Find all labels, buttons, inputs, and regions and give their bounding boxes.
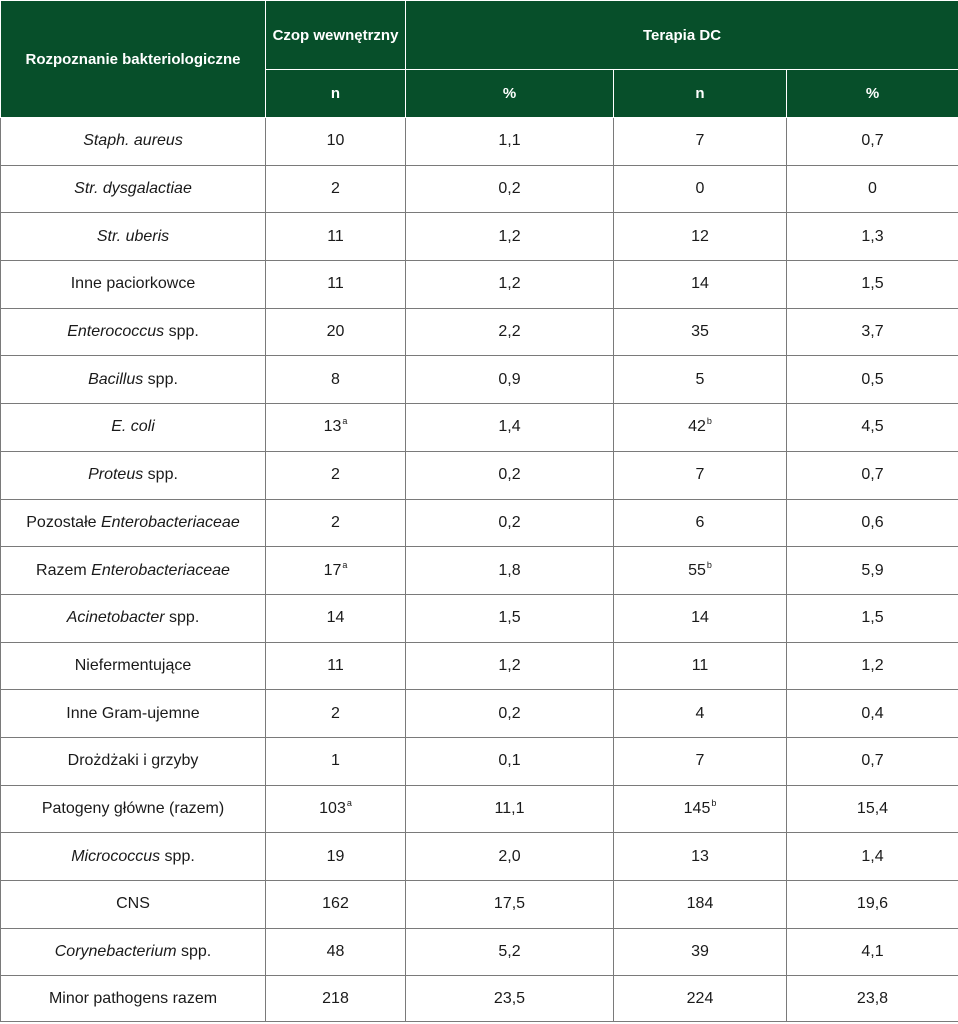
cell-percent-dc-therapy-value: 1,4 (861, 847, 884, 865)
cell-percent-dc-therapy-value: 15,4 (856, 799, 889, 817)
cell-n-internal-plug-value: 10 (326, 132, 345, 150)
table-row (1, 118, 958, 166)
table-row (1, 404, 958, 452)
header-group-internal-plug: Czop wewnętrzny (266, 1, 406, 70)
diagnosis-text: spp. (143, 466, 178, 484)
cell-percent-dc-therapy (787, 976, 958, 1022)
diagnosis-text: Acinetobacter (66, 609, 165, 627)
cell-n-dc-therapy-value: 7 (695, 132, 705, 150)
cell-n-dc-therapy (614, 881, 787, 929)
cell-percent-dc-therapy-value: 1,2 (861, 656, 884, 674)
cell-percent-dc-therapy-value: 0,6 (861, 513, 884, 531)
table-row (1, 213, 958, 261)
cell-n-internal-plug (266, 928, 406, 976)
table-row (1, 690, 958, 738)
cell-n-internal-plug (266, 165, 406, 213)
cell-percent-dc-therapy (787, 737, 958, 785)
cell-percent-internal-plug (406, 928, 614, 976)
cell-percent-internal-plug (406, 737, 614, 785)
cell-percent-dc-therapy (787, 594, 958, 642)
cell-n-dc-therapy-value: 11 (691, 656, 709, 674)
table-row (1, 881, 958, 929)
cell-percent-dc-therapy-value: 1,3 (861, 227, 884, 245)
cell-diagnosis (1, 737, 266, 785)
cell-n-internal-plug-value: 2 (331, 180, 340, 198)
cell-percent-dc-therapy-value: 1,5 (861, 275, 884, 293)
diagnosis-text: E. coli (111, 418, 155, 436)
diagnosis-text: Staph. aureus (83, 132, 183, 150)
cell-percent-dc-therapy-value: 0,7 (861, 752, 884, 770)
significance-marker: b (706, 416, 712, 427)
cell-percent-internal-plug (406, 213, 614, 261)
cell-percent-internal-plug-value: 0,2 (498, 180, 521, 198)
cell-diagnosis (1, 499, 266, 547)
cell-n-dc-therapy (614, 594, 787, 642)
cell-n-dc-therapy-value: 35 (691, 323, 709, 341)
cell-n-dc-therapy (614, 833, 787, 881)
cell-n-internal-plug (266, 356, 406, 404)
cell-percent-dc-therapy (787, 261, 958, 309)
cell-percent-dc-therapy (787, 642, 958, 690)
cell-percent-internal-plug-value: 17,5 (493, 895, 526, 913)
cell-n-internal-plug (266, 308, 406, 356)
cell-percent-dc-therapy (787, 881, 958, 929)
cell-diagnosis (1, 785, 266, 833)
cell-diagnosis (1, 404, 266, 452)
cell-n-dc-therapy (614, 118, 787, 166)
cell-n-dc-therapy-value: 4 (695, 704, 705, 722)
cell-percent-dc-therapy (787, 499, 958, 547)
cell-n-dc-therapy (614, 261, 787, 309)
cell-n-internal-plug (266, 690, 406, 738)
cell-percent-dc-therapy-value: 4,1 (861, 943, 884, 961)
cell-n-internal-plug (266, 451, 406, 499)
cell-percent-dc-therapy-value: 1,5 (861, 609, 884, 627)
cell-n-dc-therapy-value: 7 (695, 752, 705, 770)
cell-percent-dc-therapy (787, 165, 958, 213)
cell-n-dc-therapy (614, 165, 787, 213)
cell-percent-internal-plug (406, 404, 614, 452)
cell-n-internal-plug-value: 13 (323, 418, 342, 436)
header-n-internal-plug: n (266, 70, 406, 118)
diagnosis-text: Str. uberis (96, 227, 170, 245)
cell-n-internal-plug (266, 881, 406, 929)
cell-percent-internal-plug (406, 547, 614, 595)
cell-percent-internal-plug (406, 308, 614, 356)
cell-n-internal-plug (266, 785, 406, 833)
cell-n-dc-therapy (614, 976, 787, 1022)
cell-n-internal-plug-value: 11 (327, 227, 344, 245)
cell-percent-dc-therapy-value: 3,7 (861, 323, 884, 341)
cell-percent-internal-plug-value: 1,2 (498, 275, 521, 293)
diagnosis-text: Drożdżaki i grzyby (67, 752, 199, 770)
cell-percent-dc-therapy (787, 451, 958, 499)
table-row (1, 308, 958, 356)
cell-n-internal-plug-value: 2 (331, 513, 340, 531)
significance-marker: a (346, 797, 352, 808)
cell-n-internal-plug-value: 14 (326, 609, 345, 627)
cell-percent-internal-plug (406, 785, 614, 833)
cell-percent-internal-plug (406, 881, 614, 929)
cell-n-internal-plug (266, 404, 406, 452)
cell-percent-internal-plug (406, 261, 614, 309)
cell-percent-dc-therapy-value: 0,4 (861, 704, 884, 722)
header-diagnosis: Rozpoznanie bakteriologiczne (1, 1, 266, 118)
cell-percent-dc-therapy-value: 0,7 (861, 466, 884, 484)
cell-n-internal-plug (266, 976, 406, 1022)
cell-n-dc-therapy-value: 0 (695, 180, 705, 198)
cell-percent-internal-plug (406, 690, 614, 738)
cell-percent-internal-plug-value: 5,2 (498, 943, 521, 961)
cell-percent-dc-therapy (787, 785, 958, 833)
cell-diagnosis (1, 118, 266, 166)
cell-n-dc-therapy-value: 224 (686, 989, 714, 1007)
cell-percent-internal-plug-value: 0,2 (498, 466, 521, 484)
cell-n-dc-therapy-value: 145 (683, 799, 711, 817)
cell-percent-internal-plug (406, 642, 614, 690)
significance-marker: a (342, 559, 348, 570)
cell-percent-internal-plug (406, 833, 614, 881)
table-row (1, 833, 958, 881)
diagnosis-text: spp. (143, 370, 178, 388)
cell-percent-internal-plug-value: 1,2 (498, 227, 521, 245)
cell-percent-dc-therapy (787, 833, 958, 881)
cell-diagnosis (1, 356, 266, 404)
cell-n-dc-therapy-value: 14 (691, 275, 709, 293)
table-row (1, 165, 958, 213)
cell-percent-internal-plug-value: 0,2 (498, 513, 521, 531)
cell-n-internal-plug-value: 2 (331, 704, 340, 722)
diagnosis-text: Inne Gram-ujemne (66, 704, 200, 722)
cell-n-internal-plug-value: 8 (331, 370, 340, 388)
table-row (1, 976, 958, 1022)
cell-n-internal-plug-value: 11 (327, 275, 344, 293)
diagnosis-text: Enterococcus (67, 323, 165, 341)
cell-diagnosis (1, 165, 266, 213)
cell-n-internal-plug-value: 17 (323, 561, 342, 579)
cell-n-dc-therapy-value: 39 (691, 943, 709, 961)
diagnosis-text: Str. dysgalactiae (74, 180, 192, 198)
cell-percent-internal-plug-value: 23,5 (493, 989, 526, 1007)
cell-percent-internal-plug (406, 499, 614, 547)
cell-n-dc-therapy (614, 737, 787, 785)
cell-percent-internal-plug-value: 1,1 (498, 132, 521, 150)
cell-percent-dc-therapy (787, 356, 958, 404)
cell-n-dc-therapy (614, 404, 787, 452)
header-percent-internal-plug: % (406, 70, 614, 118)
header-group-dc-therapy: Terapia DC (406, 1, 958, 70)
cell-percent-dc-therapy (787, 690, 958, 738)
cell-diagnosis (1, 881, 266, 929)
cell-n-internal-plug (266, 594, 406, 642)
cell-percent-internal-plug-value: 2,2 (498, 323, 521, 341)
cell-diagnosis (1, 547, 266, 595)
cell-n-dc-therapy-value: 42 (688, 418, 706, 436)
diagnosis-text: Proteus (88, 466, 144, 484)
diagnosis-text: Patogeny główne (razem) (41, 799, 225, 817)
cell-percent-internal-plug-value: 2,0 (498, 847, 521, 865)
cell-percent-internal-plug-value: 0,9 (498, 370, 521, 388)
cell-percent-dc-therapy-value: 0,7 (861, 132, 884, 150)
diagnosis-text: spp. (176, 943, 212, 961)
cell-n-internal-plug-value: 48 (326, 943, 345, 961)
cell-diagnosis (1, 928, 266, 976)
cell-n-internal-plug-value: 162 (322, 895, 349, 913)
cell-diagnosis (1, 261, 266, 309)
cell-n-internal-plug (266, 547, 406, 595)
cell-n-dc-therapy-value: 13 (691, 847, 709, 865)
diagnosis-text: Minor pathogens razem (48, 989, 218, 1007)
header-n-dc-therapy: n (614, 70, 787, 118)
cell-n-dc-therapy (614, 547, 787, 595)
diagnosis-text: spp. (164, 609, 200, 627)
cell-percent-dc-therapy (787, 547, 958, 595)
cell-n-dc-therapy-value: 12 (691, 227, 709, 245)
cell-percent-internal-plug-value: 1,2 (498, 656, 521, 674)
diagnosis-text: CNS (116, 895, 150, 913)
table-row (1, 785, 958, 833)
table-row (1, 451, 958, 499)
cell-n-dc-therapy-value: 14 (691, 609, 709, 627)
diagnosis-text: Enterobacteriaceae (91, 561, 230, 579)
cell-n-dc-therapy-value: 184 (686, 895, 714, 913)
significance-marker: b (706, 559, 712, 570)
cell-diagnosis (1, 451, 266, 499)
cell-percent-internal-plug-value: 0,2 (498, 704, 521, 722)
cell-n-internal-plug (266, 737, 406, 785)
cell-n-internal-plug-value: 218 (322, 989, 349, 1007)
diagnosis-text: Pozostałe (26, 513, 101, 531)
table-row (1, 737, 958, 785)
cell-n-internal-plug-value: 1 (331, 752, 340, 770)
cell-n-internal-plug-value: 11 (327, 656, 344, 674)
cell-percent-internal-plug (406, 594, 614, 642)
cell-diagnosis (1, 642, 266, 690)
table-row (1, 356, 958, 404)
cell-n-dc-therapy (614, 213, 787, 261)
cell-n-internal-plug (266, 642, 406, 690)
cell-percent-dc-therapy-value: 0,5 (861, 370, 884, 388)
table-row (1, 928, 958, 976)
cell-n-internal-plug-value: 103 (319, 799, 346, 817)
cell-percent-internal-plug-value: 0,1 (498, 752, 521, 770)
cell-percent-dc-therapy (787, 308, 958, 356)
cell-percent-internal-plug-value: 1,4 (498, 418, 521, 436)
cell-percent-dc-therapy (787, 928, 958, 976)
table-row (1, 261, 958, 309)
table-row (1, 547, 958, 595)
cell-diagnosis (1, 690, 266, 738)
cell-n-internal-plug (266, 261, 406, 309)
table-row (1, 594, 958, 642)
cell-n-dc-therapy-value: 6 (695, 513, 705, 531)
header-percent-dc-therapy: % (787, 70, 958, 118)
cell-percent-internal-plug (406, 356, 614, 404)
cell-n-internal-plug (266, 213, 406, 261)
table-row (1, 642, 958, 690)
cell-n-internal-plug (266, 833, 406, 881)
cell-percent-dc-therapy-value: 0 (868, 180, 877, 198)
cell-percent-internal-plug-value: 11,1 (494, 799, 525, 817)
cell-n-dc-therapy (614, 356, 787, 404)
cell-n-internal-plug-value: 20 (326, 323, 345, 341)
cell-percent-internal-plug (406, 165, 614, 213)
cell-percent-dc-therapy-value: 5,9 (861, 561, 884, 579)
header-row-groups (1, 1, 958, 70)
cell-percent-internal-plug-value: 1,5 (498, 609, 521, 627)
cell-percent-dc-therapy-value: 23,8 (856, 989, 889, 1007)
cell-n-dc-therapy-value: 55 (688, 561, 706, 579)
cell-percent-internal-plug (406, 118, 614, 166)
cell-diagnosis (1, 976, 266, 1022)
cell-percent-dc-therapy-value: 19,6 (856, 895, 889, 913)
cell-diagnosis (1, 213, 266, 261)
significance-marker: a (342, 416, 348, 427)
cell-n-dc-therapy (614, 642, 787, 690)
diagnosis-text: Bacillus (88, 370, 144, 388)
cell-percent-internal-plug-value: 1,8 (498, 561, 521, 579)
cell-percent-internal-plug (406, 976, 614, 1022)
diagnosis-text: Enterobacteriaceae (100, 513, 240, 531)
diagnosis-text: Micrococcus (71, 847, 161, 865)
diagnosis-text: Inne paciorkowce (70, 275, 196, 293)
significance-marker: b (711, 797, 717, 808)
diagnosis-text: Niefermentujące (74, 656, 192, 674)
cell-n-dc-therapy (614, 451, 787, 499)
cell-percent-dc-therapy (787, 118, 958, 166)
cell-n-dc-therapy (614, 308, 787, 356)
cell-n-internal-plug (266, 118, 406, 166)
cell-percent-dc-therapy (787, 213, 958, 261)
cell-n-dc-therapy-value: 7 (695, 466, 705, 484)
diagnosis-text: Razem (36, 561, 92, 579)
cell-n-dc-therapy (614, 928, 787, 976)
cell-n-internal-plug-value: 2 (331, 466, 340, 484)
cell-n-dc-therapy (614, 785, 787, 833)
cell-diagnosis (1, 308, 266, 356)
diagnosis-text: spp. (164, 323, 199, 341)
cell-diagnosis (1, 833, 266, 881)
diagnosis-text: Corynebacterium (54, 943, 177, 961)
cell-n-dc-therapy-value: 5 (695, 370, 705, 388)
cell-percent-dc-therapy (787, 404, 958, 452)
cell-diagnosis (1, 594, 266, 642)
cell-n-internal-plug-value: 19 (326, 847, 345, 865)
cell-n-internal-plug (266, 499, 406, 547)
cell-n-dc-therapy (614, 690, 787, 738)
table-row (1, 499, 958, 547)
cell-percent-internal-plug (406, 451, 614, 499)
cell-percent-dc-therapy-value: 4,5 (861, 418, 884, 436)
table-header (1, 1, 958, 118)
table-body (1, 118, 958, 1022)
diagnosis-text: spp. (160, 847, 195, 865)
cell-n-dc-therapy (614, 499, 787, 547)
